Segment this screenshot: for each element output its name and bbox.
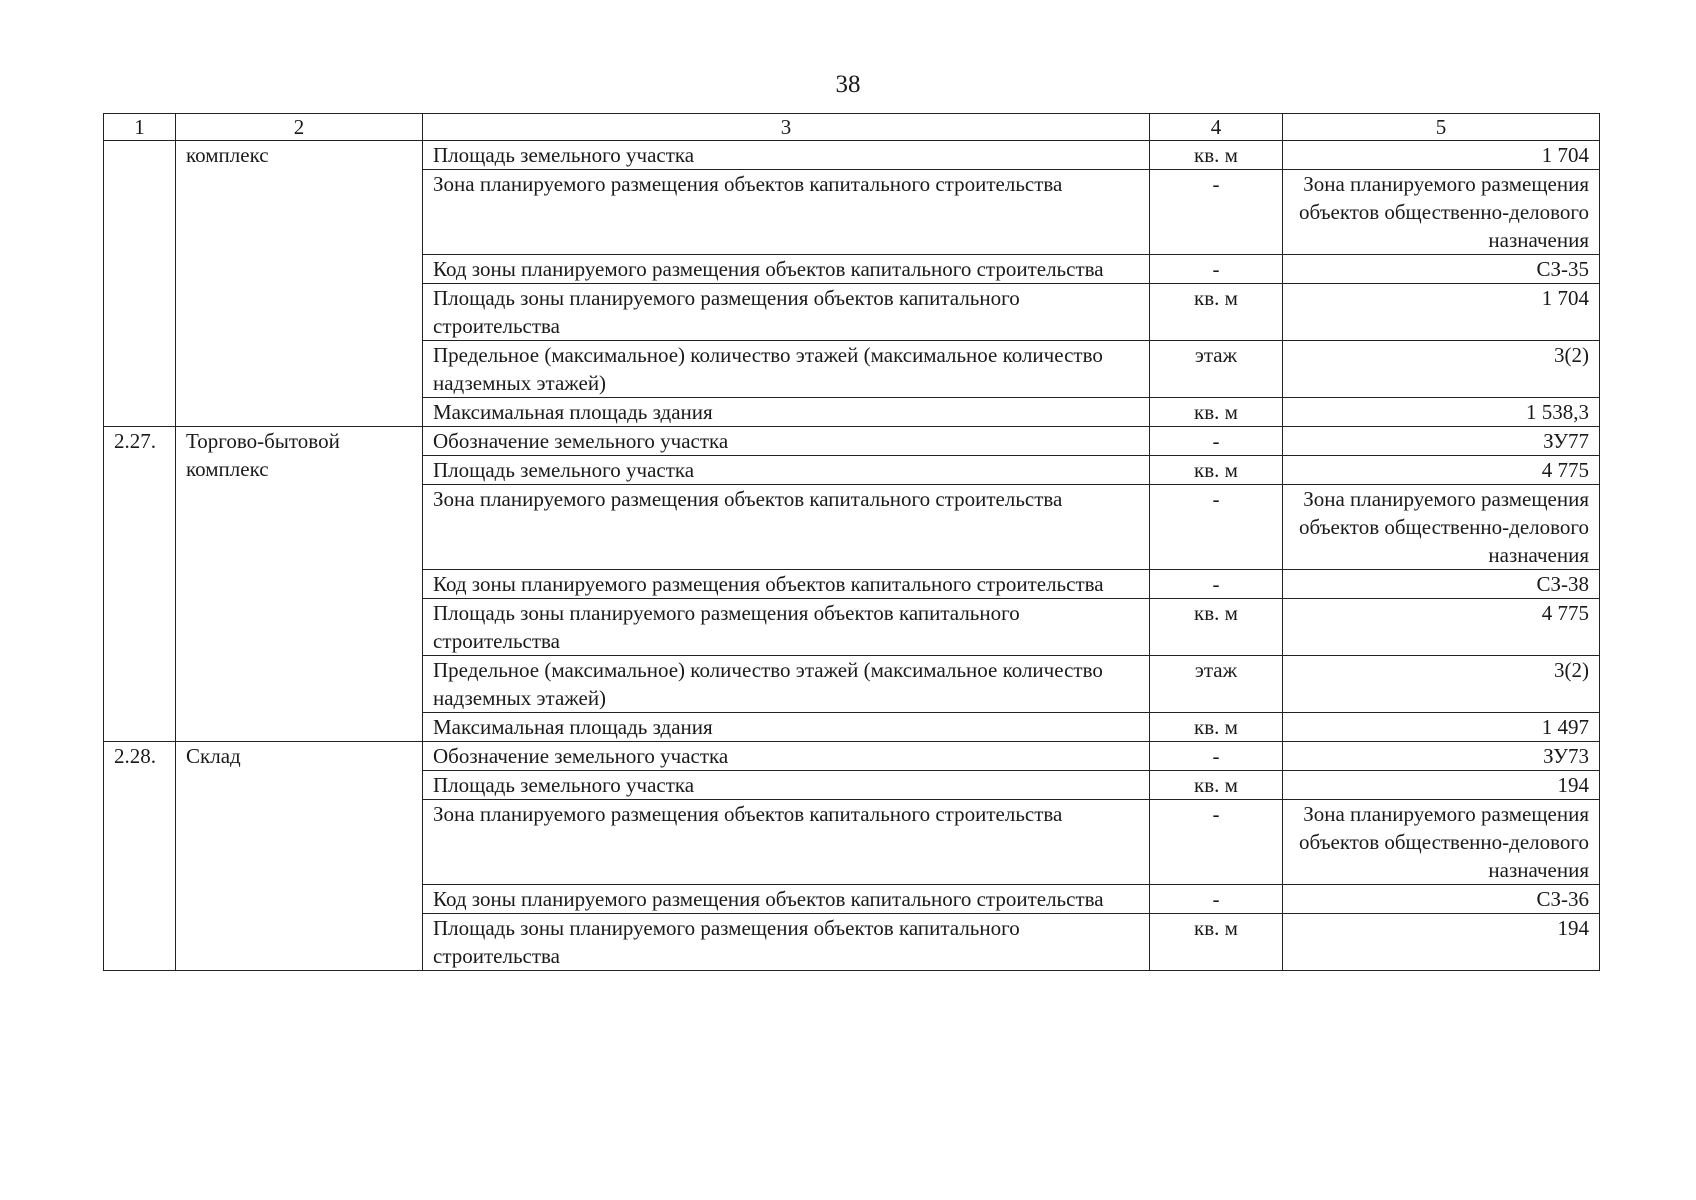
- item-number: [104, 141, 176, 427]
- parameter-name: Предельное (максимальное) количество этажей (максимальное количество надземных этажей): [423, 341, 1150, 398]
- value: 1 497: [1283, 713, 1600, 742]
- unit: кв. м: [1150, 599, 1283, 656]
- unit: -: [1150, 742, 1283, 771]
- item-number: 2.28.: [104, 742, 176, 971]
- value: 194: [1283, 914, 1600, 971]
- object-name: Торгово-бытовой комплекс: [176, 427, 423, 742]
- object-name: Склад: [176, 742, 423, 971]
- table-row: [104, 427, 1600, 456]
- parameter-name: Площадь земельного участка: [423, 141, 1150, 170]
- value: 1 704: [1283, 141, 1600, 170]
- parameter-name: Площадь зоны планируемого размещения объектов капитального строительства: [423, 914, 1150, 971]
- parameter-name: Обозначение земельного участка: [423, 427, 1150, 456]
- parameter-name: Предельное (максимальное) количество этажей (максимальное количество надземных этажей): [423, 656, 1150, 713]
- value: 1 704: [1283, 284, 1600, 341]
- unit: -: [1150, 570, 1283, 599]
- value: 194: [1283, 771, 1600, 800]
- parameter-name: Площадь земельного участка: [423, 771, 1150, 800]
- unit: -: [1150, 885, 1283, 914]
- value: 4 775: [1283, 599, 1600, 656]
- value: 3(2): [1283, 341, 1600, 398]
- value: 3(2): [1283, 656, 1600, 713]
- parameter-name: Зона планируемого размещения объектов капитального строительства: [423, 800, 1150, 885]
- table-row: [104, 141, 1600, 170]
- unit: этаж: [1150, 656, 1283, 713]
- parameters-table: [103, 113, 1600, 971]
- unit: кв. м: [1150, 141, 1283, 170]
- unit: кв. м: [1150, 914, 1283, 971]
- unit: кв. м: [1150, 398, 1283, 427]
- parameter-name: Обозначение земельного участка: [423, 742, 1150, 771]
- parameter-name: Код зоны планируемого размещения объектов капитального строительства: [423, 570, 1150, 599]
- value: СЗ-38: [1283, 570, 1600, 599]
- unit: -: [1150, 485, 1283, 570]
- unit: кв. м: [1150, 771, 1283, 800]
- unit: кв. м: [1150, 713, 1283, 742]
- value: Зона планируемого размещения объектов общественно-делового назначения: [1283, 170, 1600, 255]
- parameter-name: Зона планируемого размещения объектов капитального строительства: [423, 485, 1150, 570]
- parameter-name: Площадь земельного участка: [423, 456, 1150, 485]
- value: ЗУ73: [1283, 742, 1600, 771]
- unit: -: [1150, 427, 1283, 456]
- parameter-name: Код зоны планируемого размещения объектов капитального строительства: [423, 885, 1150, 914]
- value: СЗ-35: [1283, 255, 1600, 284]
- page-number: 38: [835, 71, 861, 98]
- parameter-name: Максимальная площадь здания: [423, 398, 1150, 427]
- unit: -: [1150, 255, 1283, 284]
- parameter-name: Площадь зоны планируемого размещения объектов капитального строительства: [423, 599, 1150, 656]
- unit: -: [1150, 170, 1283, 255]
- column-number-3: 3: [423, 114, 1150, 141]
- value: СЗ-36: [1283, 885, 1600, 914]
- item-number: 2.27.: [104, 427, 176, 742]
- value: ЗУ77: [1283, 427, 1600, 456]
- parameter-name: Максимальная площадь здания: [423, 713, 1150, 742]
- value: Зона планируемого размещения объектов общественно-делового назначения: [1283, 485, 1600, 570]
- unit: этаж: [1150, 341, 1283, 398]
- value: Зона планируемого размещения объектов общественно-делового назначения: [1283, 800, 1600, 885]
- unit: кв. м: [1150, 456, 1283, 485]
- column-number-1: 1: [104, 114, 176, 141]
- table-row: [104, 742, 1600, 771]
- object-name: комплекс: [176, 141, 423, 427]
- value: 1 538,3: [1283, 398, 1600, 427]
- column-number-4: 4: [1150, 114, 1283, 141]
- column-number-2: 2: [176, 114, 423, 141]
- parameter-name: Площадь зоны планируемого размещения объектов капитального строительства: [423, 284, 1150, 341]
- column-number-5: 5: [1283, 114, 1600, 141]
- parameter-name: Код зоны планируемого размещения объектов капитального строительства: [423, 255, 1150, 284]
- parameter-name: Зона планируемого размещения объектов капитального строительства: [423, 170, 1150, 255]
- column-number-header-row: [104, 114, 1600, 141]
- unit: кв. м: [1150, 284, 1283, 341]
- unit: -: [1150, 800, 1283, 885]
- value: 4 775: [1283, 456, 1600, 485]
